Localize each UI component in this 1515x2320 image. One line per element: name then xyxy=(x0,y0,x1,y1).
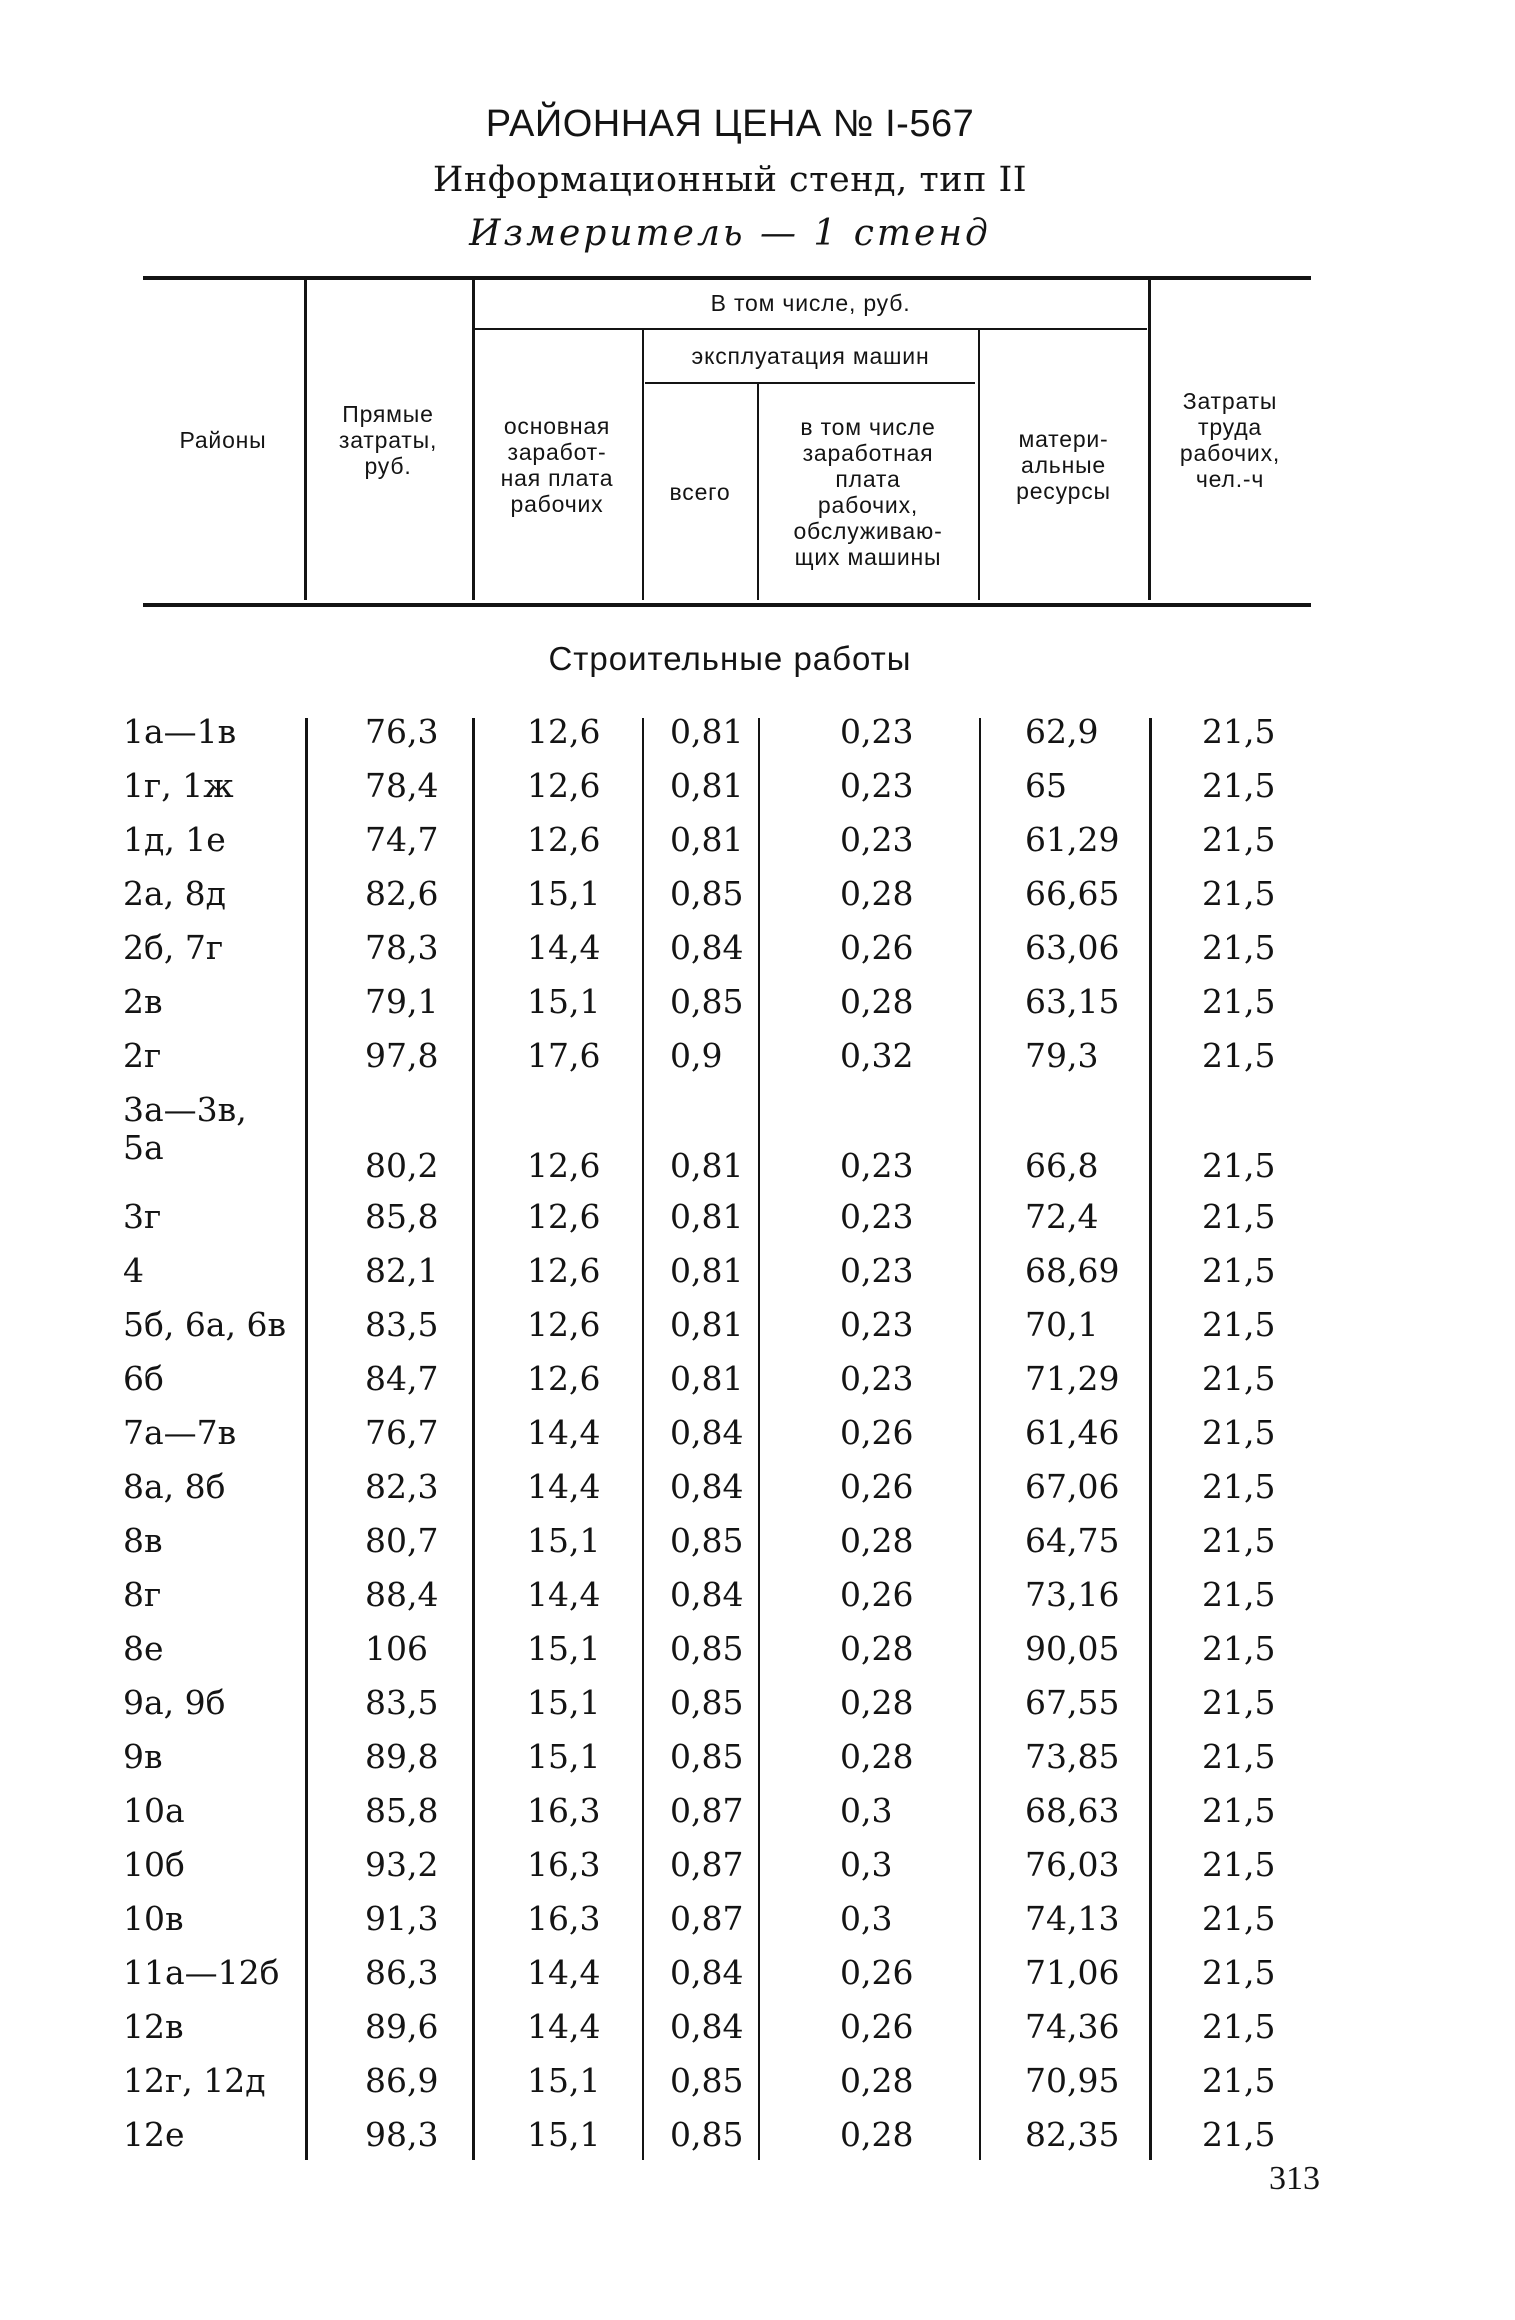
machine-wage-cell: 0,28 xyxy=(840,982,914,1021)
table-row xyxy=(0,1900,1515,1954)
machine-wage-cell: 0,23 xyxy=(840,766,914,805)
machine-total-cell: 0,81 xyxy=(670,820,744,859)
direct-costs-cell: 106 xyxy=(365,1629,428,1668)
machine-total-cell: 0,85 xyxy=(670,2115,744,2154)
labor-cell: 21,5 xyxy=(1202,712,1276,751)
district-cell: 10а xyxy=(123,1791,185,1830)
machine-wage-cell: 0,23 xyxy=(840,1146,914,1185)
labor-cell: 21,5 xyxy=(1202,1629,1276,1668)
base-wage-cell: 12,6 xyxy=(527,1146,601,1185)
district-cell: 2в xyxy=(123,982,163,1021)
table-row xyxy=(0,821,1515,875)
direct-costs-cell: 78,4 xyxy=(365,766,439,805)
base-wage-cell: 14,4 xyxy=(527,1953,601,1992)
machine-total-cell: 0,87 xyxy=(670,1899,744,1938)
labor-cell: 21,5 xyxy=(1202,766,1276,805)
direct-costs-cell: 97,8 xyxy=(365,1036,439,1075)
materials-cell: 68,69 xyxy=(1025,1251,1120,1290)
direct-costs-cell: 80,7 xyxy=(365,1521,439,1560)
direct-costs-cell: 82,3 xyxy=(365,1467,439,1506)
machine-total-cell: 0,81 xyxy=(670,1146,744,1185)
direct-costs-cell: 83,5 xyxy=(365,1683,439,1722)
base-wage-cell: 14,4 xyxy=(527,1413,601,1452)
table-row xyxy=(0,1091,1515,1191)
materials-cell: 90,05 xyxy=(1025,1629,1120,1668)
machine-total-cell: 0,85 xyxy=(670,1737,744,1776)
machine-wage-cell: 0,28 xyxy=(840,1521,914,1560)
materials-cell: 73,85 xyxy=(1025,1737,1120,1776)
base-wage-cell: 12,6 xyxy=(527,1359,601,1398)
table-row xyxy=(0,1252,1515,1306)
direct-costs-cell: 82,1 xyxy=(365,1251,439,1290)
materials-cell: 65 xyxy=(1025,766,1067,805)
machine-wage-cell: 0,23 xyxy=(840,1197,914,1236)
machine-wage-cell: 0,23 xyxy=(840,712,914,751)
machine-wage-cell: 0,3 xyxy=(840,1899,893,1938)
district-cell: 12е xyxy=(123,2115,185,2154)
materials-cell: 68,63 xyxy=(1025,1791,1120,1830)
table-row xyxy=(0,1954,1515,2008)
direct-costs-cell: 74,7 xyxy=(365,820,439,859)
base-wage-cell: 15,1 xyxy=(527,874,601,913)
table-row xyxy=(0,713,1515,767)
materials-cell: 73,16 xyxy=(1025,1575,1120,1614)
measurement-unit: Измеритель — 1 стенд xyxy=(469,213,991,254)
table-row xyxy=(0,1630,1515,1684)
table-row xyxy=(0,1037,1515,1091)
direct-costs-cell: 78,3 xyxy=(365,928,439,967)
materials-cell: 67,55 xyxy=(1025,1683,1120,1722)
district-cell: 9а, 9б xyxy=(123,1683,226,1722)
direct-costs-cell: 76,7 xyxy=(365,1413,439,1452)
machine-wage-cell: 0,26 xyxy=(840,928,914,967)
machine-wage-cell: 0,28 xyxy=(840,2115,914,2154)
table-row xyxy=(0,2008,1515,2062)
table-row xyxy=(0,1360,1515,1414)
machine-total-cell: 0,85 xyxy=(670,874,744,913)
materials-cell: 71,06 xyxy=(1025,1953,1120,1992)
materials-cell: 61,29 xyxy=(1025,820,1120,859)
base-wage-cell: 15,1 xyxy=(527,1521,601,1560)
district-cell: 8а, 8б xyxy=(123,1467,226,1506)
materials-cell: 61,46 xyxy=(1025,1413,1120,1452)
district-cell: 8в xyxy=(123,1521,163,1560)
base-wage-cell: 16,3 xyxy=(527,1845,601,1884)
machine-wage-cell: 0,32 xyxy=(840,1036,914,1075)
base-wage-cell: 15,1 xyxy=(527,2061,601,2100)
machine-wage-cell: 0,28 xyxy=(840,1683,914,1722)
table-row xyxy=(0,1738,1515,1792)
direct-costs-cell: 89,8 xyxy=(365,1737,439,1776)
labor-cell: 21,5 xyxy=(1202,874,1276,913)
labor-cell: 21,5 xyxy=(1202,1791,1276,1830)
materials-cell: 66,8 xyxy=(1025,1146,1099,1185)
base-wage-cell: 15,1 xyxy=(527,2115,601,2154)
materials-cell: 70,1 xyxy=(1025,1305,1099,1344)
base-wage-cell: 14,4 xyxy=(527,1575,601,1614)
machine-total-cell: 0,81 xyxy=(670,1305,744,1344)
labor-cell: 21,5 xyxy=(1202,1683,1276,1722)
document-title: РАЙОННАЯ ЦЕНА № I-567 xyxy=(485,103,975,145)
section-title: Строительные работы xyxy=(548,640,912,677)
machine-total-cell: 0,85 xyxy=(670,2061,744,2100)
labor-cell: 21,5 xyxy=(1202,1413,1276,1452)
district-cell: 12в xyxy=(123,2007,184,2046)
materials-cell: 79,3 xyxy=(1025,1036,1099,1075)
district-cell: 1а—1в xyxy=(123,712,237,751)
machine-total-cell: 0,85 xyxy=(670,982,744,1021)
direct-costs-cell: 89,6 xyxy=(365,2007,439,2046)
table-row xyxy=(0,983,1515,1037)
table-row xyxy=(0,1522,1515,1576)
labor-cell: 21,5 xyxy=(1202,1197,1276,1236)
district-cell: 1г, 1ж xyxy=(123,766,234,805)
machine-wage-cell: 0,26 xyxy=(840,1575,914,1614)
materials-cell: 74,13 xyxy=(1025,1899,1120,1938)
base-wage-cell: 15,1 xyxy=(527,1629,601,1668)
base-wage-cell: 15,1 xyxy=(527,982,601,1021)
machine-wage-cell: 0,23 xyxy=(840,1359,914,1398)
base-wage-cell: 14,4 xyxy=(527,928,601,967)
labor-cell: 21,5 xyxy=(1202,2007,1276,2046)
machine-total-cell: 0,87 xyxy=(670,1845,744,1884)
materials-cell: 74,36 xyxy=(1025,2007,1120,2046)
machine-total-cell: 0,81 xyxy=(670,1197,744,1236)
machine-total-cell: 0,84 xyxy=(670,1575,744,1614)
base-wage-cell: 12,6 xyxy=(527,1251,601,1290)
labor-cell: 21,5 xyxy=(1202,1899,1276,1938)
base-wage-cell: 12,6 xyxy=(527,1305,601,1344)
base-wage-cell: 12,6 xyxy=(527,820,601,859)
header-district: Районы xyxy=(179,426,267,453)
header-direct-costs: Прямые затраты, руб. xyxy=(338,400,438,479)
table-row xyxy=(0,1414,1515,1468)
direct-costs-cell: 86,9 xyxy=(365,2061,439,2100)
machine-wage-cell: 0,23 xyxy=(840,1305,914,1344)
base-wage-cell: 14,4 xyxy=(527,1467,601,1506)
machine-total-cell: 0,85 xyxy=(670,1683,744,1722)
machine-wage-cell: 0,28 xyxy=(840,1629,914,1668)
machine-total-cell: 0,84 xyxy=(670,1413,744,1452)
base-wage-cell: 16,3 xyxy=(527,1899,601,1938)
district-cell: 4 xyxy=(123,1251,144,1290)
header-bottom-rule xyxy=(143,603,1311,607)
table-row xyxy=(0,2062,1515,2116)
direct-costs-cell: 98,3 xyxy=(365,2115,439,2154)
labor-cell: 21,5 xyxy=(1202,1575,1276,1614)
district-cell: 5б, 6а, 6в xyxy=(123,1305,287,1344)
materials-cell: 62,9 xyxy=(1025,712,1099,751)
direct-costs-cell: 76,3 xyxy=(365,712,439,751)
table-row xyxy=(0,1684,1515,1738)
district-cell: 1д, 1е xyxy=(123,820,226,859)
direct-costs-cell: 84,7 xyxy=(365,1359,439,1398)
district-cell: 2а, 8д xyxy=(123,874,226,913)
direct-costs-cell: 93,2 xyxy=(365,1845,439,1884)
document-subtitle: Информационный стенд, тип II xyxy=(432,160,1028,200)
machine-total-cell: 0,84 xyxy=(670,2007,744,2046)
district-cell: 7а—7в xyxy=(123,1413,237,1452)
table-row xyxy=(0,1792,1515,1846)
table-row xyxy=(0,929,1515,983)
header-machine-total: всего xyxy=(669,479,731,505)
machine-wage-cell: 0,26 xyxy=(840,2007,914,2046)
labor-cell: 21,5 xyxy=(1202,1467,1276,1506)
labor-cell: 21,5 xyxy=(1202,820,1276,859)
table-row xyxy=(0,1846,1515,1900)
direct-costs-cell: 83,5 xyxy=(365,1305,439,1344)
materials-cell: 70,95 xyxy=(1025,2061,1120,2100)
machine-wage-cell: 0,3 xyxy=(840,1845,893,1884)
direct-costs-cell: 85,8 xyxy=(365,1791,439,1830)
table-row xyxy=(0,1306,1515,1360)
base-wage-cell: 12,6 xyxy=(527,712,601,751)
district-cell: 10б xyxy=(123,1845,185,1884)
machine-wage-cell: 0,28 xyxy=(840,874,914,913)
machine-total-cell: 0,85 xyxy=(670,1521,744,1560)
labor-cell: 21,5 xyxy=(1202,2061,1276,2100)
labor-cell: 21,5 xyxy=(1202,1359,1276,1398)
machine-total-cell: 0,84 xyxy=(670,1467,744,1506)
page-number: 313 xyxy=(1269,2160,1320,2197)
table-row xyxy=(0,875,1515,929)
machine-total-cell: 0,87 xyxy=(670,1791,744,1830)
direct-costs-cell: 80,2 xyxy=(365,1146,439,1185)
labor-cell: 21,5 xyxy=(1202,982,1276,1021)
machine-wage-cell: 0,28 xyxy=(840,1737,914,1776)
labor-cell: 21,5 xyxy=(1202,1036,1276,1075)
direct-costs-cell: 82,6 xyxy=(365,874,439,913)
machine-wage-cell: 0,23 xyxy=(840,1251,914,1290)
machine-wage-cell: 0,26 xyxy=(840,1953,914,1992)
machine-total-cell: 0,85 xyxy=(670,1629,744,1668)
base-wage-cell: 12,6 xyxy=(527,1197,601,1236)
district-cell: 3г xyxy=(123,1197,162,1236)
machine-wage-cell: 0,26 xyxy=(840,1413,914,1452)
district-cell: 10в xyxy=(123,1899,184,1938)
machine-wage-cell: 0,26 xyxy=(840,1467,914,1506)
base-wage-cell: 15,1 xyxy=(527,1683,601,1722)
labor-cell: 21,5 xyxy=(1202,928,1276,967)
district-cell: 11а—12б xyxy=(123,1953,280,1992)
table-row xyxy=(0,767,1515,821)
machine-wage-cell: 0,3 xyxy=(840,1791,893,1830)
labor-cell: 21,5 xyxy=(1202,1737,1276,1776)
labor-cell: 21,5 xyxy=(1202,2115,1276,2154)
base-wage-cell: 16,3 xyxy=(527,1791,601,1830)
labor-cell: 21,5 xyxy=(1202,1953,1276,1992)
district-cell: 8е xyxy=(123,1629,164,1668)
materials-cell: 76,03 xyxy=(1025,1845,1120,1884)
direct-costs-cell: 79,1 xyxy=(365,982,439,1021)
district-cell: 9в xyxy=(123,1737,163,1776)
materials-cell: 63,06 xyxy=(1025,928,1120,967)
base-wage-cell: 12,6 xyxy=(527,766,601,805)
district-cell: 8г xyxy=(123,1575,162,1614)
district-cell: 12г, 12д xyxy=(123,2061,266,2100)
materials-cell: 63,15 xyxy=(1025,982,1120,1021)
header-materials: матери- альные ресурсы xyxy=(1016,426,1111,504)
direct-costs-cell: 88,4 xyxy=(365,1575,439,1614)
header-including: В том числе, руб. xyxy=(710,290,911,316)
labor-cell: 21,5 xyxy=(1202,1845,1276,1884)
table-row xyxy=(0,1468,1515,1522)
labor-cell: 21,5 xyxy=(1202,1146,1276,1185)
district-cell: 3а—3в, 5а xyxy=(123,1090,247,1167)
materials-cell: 71,29 xyxy=(1025,1359,1120,1398)
header-machine-wage: в том числе заработная плата рабочих, обслуживаю- щих машины xyxy=(793,414,943,570)
machine-total-cell: 0,9 xyxy=(670,1036,723,1075)
materials-cell: 72,4 xyxy=(1025,1197,1099,1236)
direct-costs-cell: 85,8 xyxy=(365,1197,439,1236)
machine-total-cell: 0,81 xyxy=(670,712,744,751)
labor-cell: 21,5 xyxy=(1202,1521,1276,1560)
district-cell: 6б xyxy=(123,1359,164,1398)
machine-total-cell: 0,84 xyxy=(670,928,744,967)
table-row xyxy=(0,1576,1515,1630)
base-wage-cell: 14,4 xyxy=(527,2007,601,2046)
labor-cell: 21,5 xyxy=(1202,1251,1276,1290)
header-machine-operation: эксплуатация машин xyxy=(691,343,930,369)
materials-cell: 67,06 xyxy=(1025,1467,1120,1506)
district-cell: 2г xyxy=(123,1036,162,1075)
direct-costs-cell: 91,3 xyxy=(365,1899,439,1938)
machine-wage-cell: 0,28 xyxy=(840,2061,914,2100)
table-row xyxy=(0,1198,1515,1252)
machine-total-cell: 0,81 xyxy=(670,1251,744,1290)
header-base-wage: основная заработ- ная плата рабочих xyxy=(500,413,614,517)
direct-costs-cell: 86,3 xyxy=(365,1953,439,1992)
base-wage-cell: 15,1 xyxy=(527,1737,601,1776)
materials-cell: 82,35 xyxy=(1025,2115,1120,2154)
base-wage-cell: 17,6 xyxy=(527,1036,601,1075)
materials-cell: 66,65 xyxy=(1025,874,1120,913)
district-cell: 2б, 7г xyxy=(123,928,224,967)
machine-total-cell: 0,84 xyxy=(670,1953,744,1992)
header-labor: Затраты труда рабочих, чел.-ч xyxy=(1179,387,1281,492)
labor-cell: 21,5 xyxy=(1202,1305,1276,1344)
machine-total-cell: 0,81 xyxy=(670,1359,744,1398)
machine-total-cell: 0,81 xyxy=(670,766,744,805)
machine-wage-cell: 0,23 xyxy=(840,820,914,859)
materials-cell: 64,75 xyxy=(1025,1521,1120,1560)
